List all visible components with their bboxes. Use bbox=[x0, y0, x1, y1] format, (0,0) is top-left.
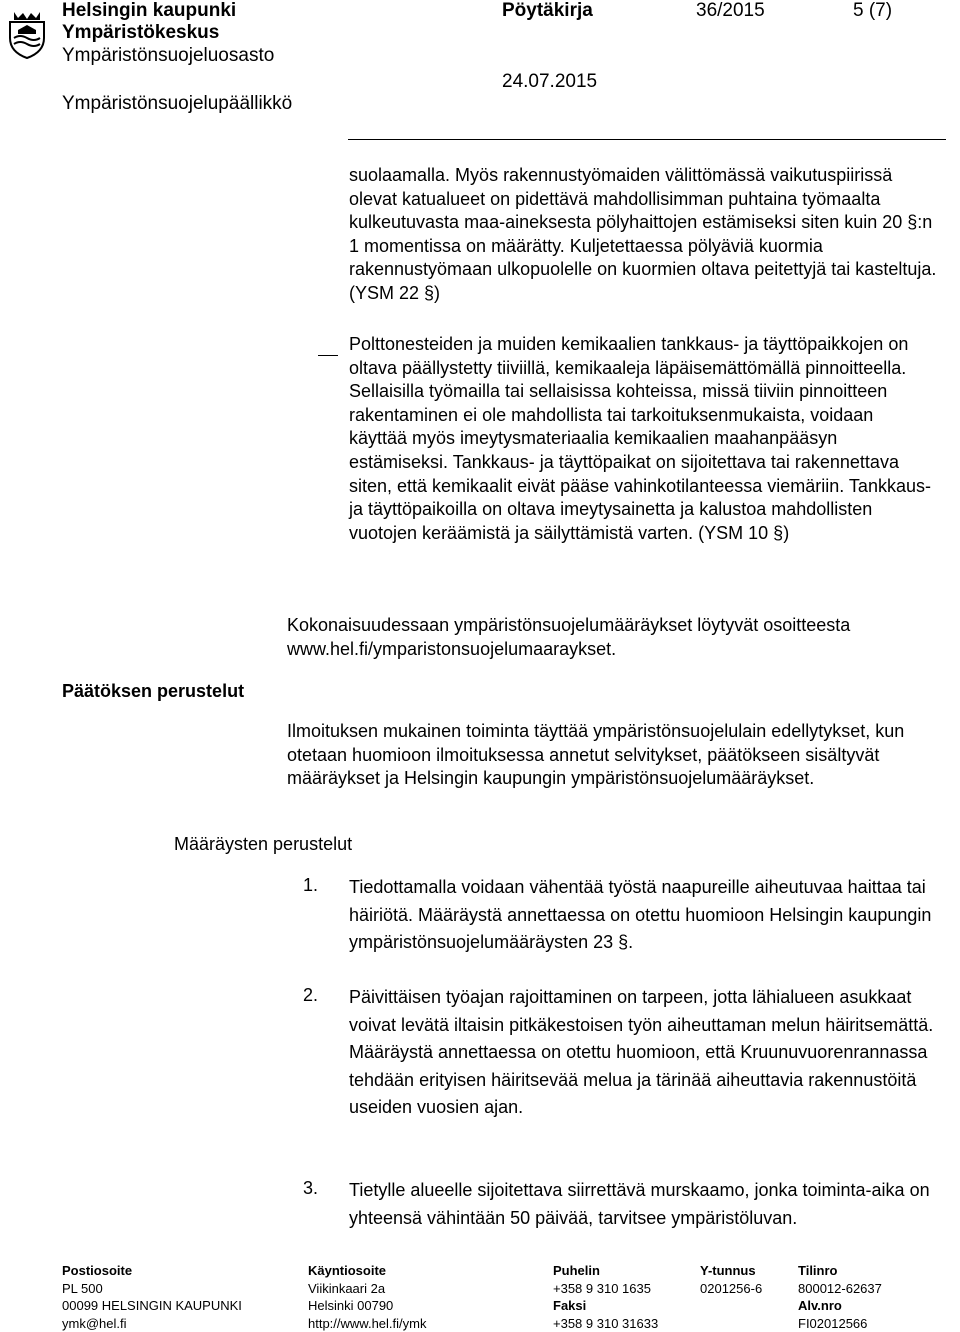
footer-value: +358 9 310 1635 bbox=[553, 1280, 651, 1296]
header-divider bbox=[348, 139, 946, 140]
body-paragraph: Kokonaisuudessaan ympäristönsuojelumääräykset löytyvät osoitteesta www.hel.fi/ymparistonsuojelumaaraykset. bbox=[287, 615, 851, 659]
footer-label: Alv.nro bbox=[798, 1298, 842, 1313]
footer-label: Y-tunnus bbox=[700, 1263, 756, 1278]
list-item-text: Tiedottamalla voidaan vähentää työstä naapureille aiheutuvaa haittaa tai häiriötä. Määräystä annettaessa on otettu huomioon Helsingin kaupungin ympäristönsuojelumääräysten 23 §. bbox=[349, 877, 932, 952]
bullet-dash bbox=[318, 343, 338, 361]
role-title: Ympäristönsuojelupäällikkö bbox=[62, 93, 293, 114]
bullet-text: Polttonesteiden ja muiden kemikaalien tankkaus- ja täyttöpaikkojen on oltava päällystetty tiiviillä, kemikaaleja läpäisemättömällä pinnoitteella. Sellaisilla työmailla tai sellaisissa kohteissa, missä tiiviin pinnoitteen rakentaminen ei ole mahdollista tai tarkoituksenmukaista, voidaan käyttää myös imeytysmateriaalia kemikaalien maahanpääsyn estämiseksi. Tankkaus- ja täyttöpaikat on sijoitettava tai rakennettava siten, että kemikaalit eivät pääse vahinkotilanteessa viemäriin. Tankkaus- ja täyttöpaikoilla on oltava imeytysainetta ja kalustoa mahdollisten vuotojen keräämistä ja säilyttämistä varten. (YSM 10 §) bbox=[349, 334, 931, 543]
list-item-number: 2. bbox=[303, 985, 319, 1005]
doc-date: 24.07.2015 bbox=[502, 71, 598, 92]
footer-label: Puhelin bbox=[553, 1263, 600, 1278]
footer-link[interactable]: http://www.hel.fi/ymk bbox=[308, 1315, 427, 1331]
list-item-text: Päivittäisen työajan rajoittaminen on tarpeen, jotta lähialueen asukkaat voivat levätä iltaisin pitkäkestoisen työn aiheuttaman melun häiritsemättä. Määräystä annettaessa on otettu huomioon, että Kruunuvuorenrannassa tehdään erityisen häiritsevää melua ja tärinää aiheuttavia rakennustöitä useiden vuosien ajan. bbox=[349, 987, 934, 1117]
doc-type: Pöytäkirja bbox=[502, 0, 593, 21]
list-item-number: 3. bbox=[303, 1178, 319, 1198]
footer-value: PL 500 bbox=[62, 1280, 103, 1296]
footer-value: +358 9 310 31633 bbox=[553, 1315, 659, 1331]
footer-value: 0201256-6 bbox=[700, 1280, 763, 1296]
footer-value: 00099 HELSINGIN KAUPUNKI bbox=[62, 1298, 242, 1313]
body-paragraph: Ilmoituksen mukainen toiminta täyttää ympäristönsuojelulain edellytykset, kun otetaan huomioon ilmoituksessa annetut selvitykset, päätökseen sisältyvät määräykset ja Helsingin kaupungin ympäristönsuojelumääräykset. bbox=[287, 721, 905, 789]
list-item-text: Tietylle alueelle sijoitettava siirrettävä murskaamo, jonka toiminta-aika on yhteensä vähintään 50 päivää, tarvitsee ympäristöluvan. bbox=[349, 1180, 930, 1228]
footer-ytunnus bbox=[700, 1262, 762, 1297]
helsinki-crest-logo bbox=[6, 8, 48, 60]
footer-postal bbox=[62, 1262, 242, 1332]
department-name: Ympäristönsuojeluosasto bbox=[62, 45, 275, 66]
footer-label: Postiosoite bbox=[62, 1263, 133, 1278]
doc-number: 36/2015 bbox=[696, 0, 765, 21]
footer-phone bbox=[553, 1262, 658, 1332]
footer-visit bbox=[308, 1262, 426, 1332]
crest-icon bbox=[6, 8, 48, 60]
footer-value: FI02012566 bbox=[798, 1315, 868, 1331]
body-paragraph: suolaamalla. Myös rakennustyömaiden välittömässä vaikutuspiirissä olevat katualueet on pidettävä mahdollisimman puhtaina työmaalta kulkeutuvasta maa-aineksesta pölyhaittojen estämiseksi siten kuin 20 §:n 1 momentissa on määrätty. Kuljetettaessa pölyäviä kuormia rakennustyömaan ulkopuolelle on kuormien oltava peitettyjä tai kasteltuja. (YSM 22 §) bbox=[349, 165, 937, 303]
footer-label: Tilinro bbox=[798, 1263, 838, 1278]
footer-label: Käyntiosoite bbox=[308, 1263, 387, 1278]
list-item-number: 1. bbox=[303, 875, 319, 895]
footer-value: 800012-62637 bbox=[798, 1280, 882, 1296]
page-number: 5 (7) bbox=[853, 0, 893, 21]
footer-value: Viikinkaari 2a bbox=[308, 1280, 386, 1296]
footer-email[interactable]: ymk@hel.fi bbox=[62, 1315, 127, 1331]
footer-value: Helsinki 00790 bbox=[308, 1298, 394, 1313]
footer-label: Faksi bbox=[553, 1298, 587, 1313]
section-heading-perustelut: Päätöksen perustelut bbox=[62, 681, 245, 701]
footer-tilinro bbox=[798, 1262, 882, 1332]
section-heading-maaraysten: Määräysten perustelut bbox=[174, 834, 353, 854]
committee-name: Ympäristökeskus bbox=[62, 22, 220, 43]
org-name: Helsingin kaupunki bbox=[62, 0, 237, 21]
